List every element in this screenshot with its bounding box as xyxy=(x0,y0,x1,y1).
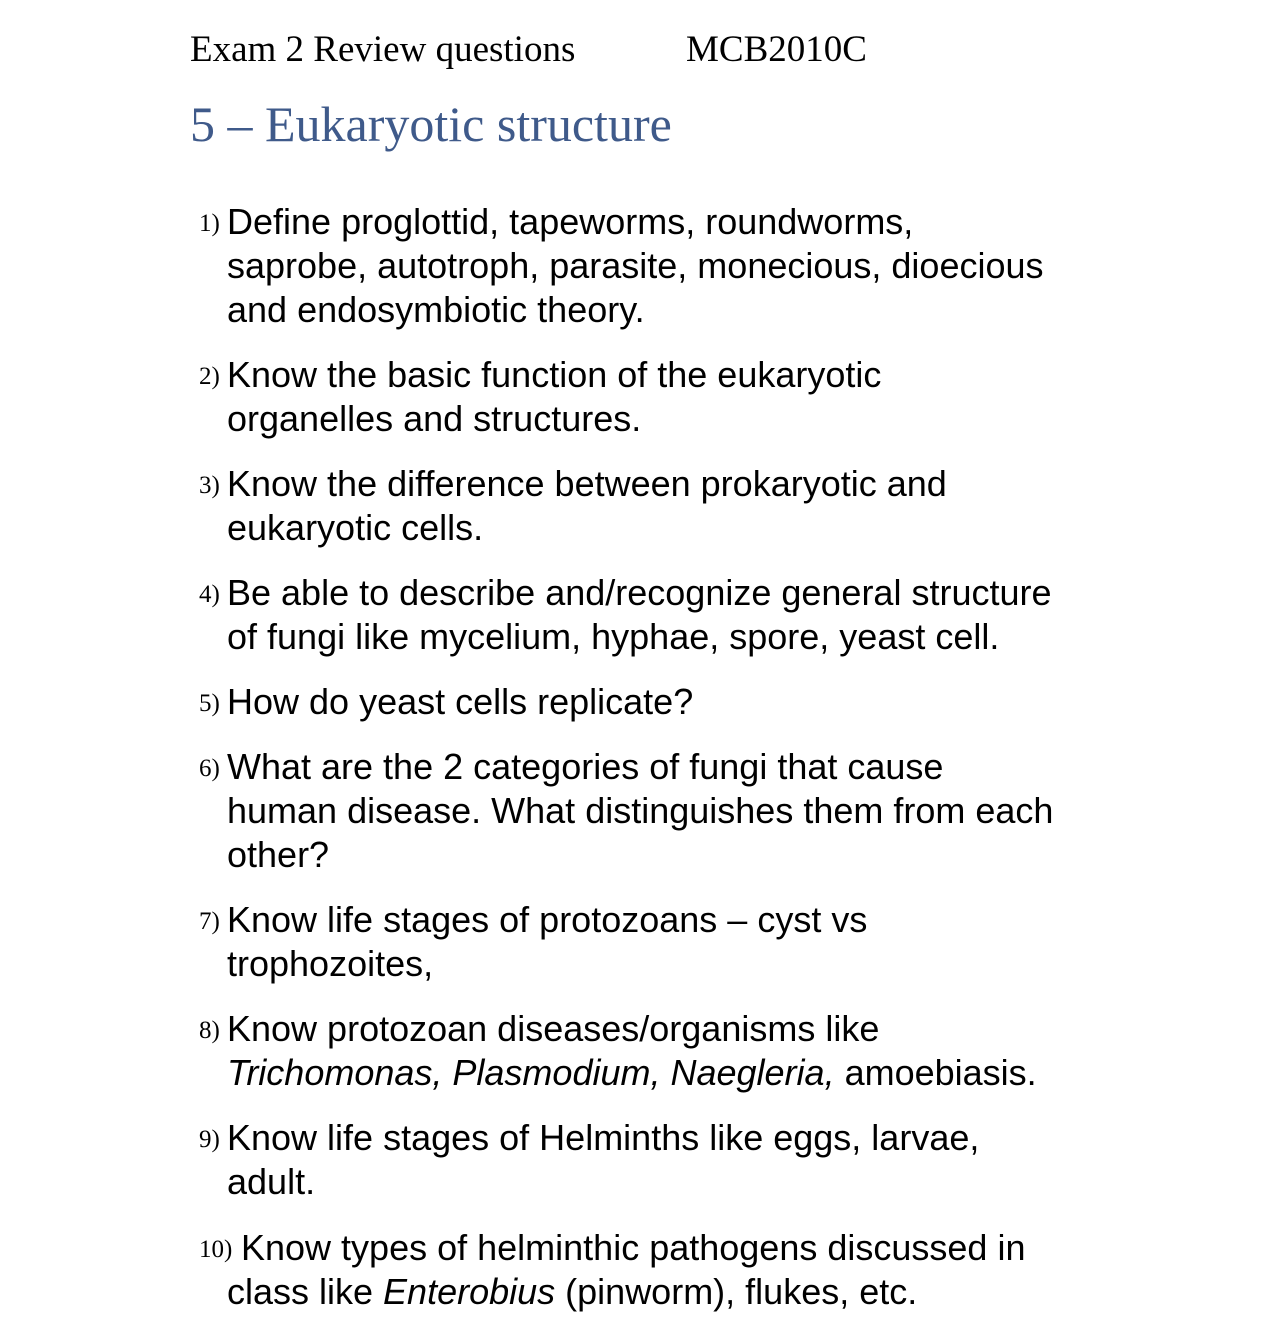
course-code: MCB2010C xyxy=(686,29,867,70)
question-text-line: Know the difference between prokaryotic and xyxy=(227,463,947,504)
question-number: 9) xyxy=(199,1126,220,1153)
question-text-line: What are the 2 categories of fungi that cause xyxy=(227,746,944,787)
question-number: 3) xyxy=(199,472,220,499)
question-text-line: other? xyxy=(227,834,330,875)
question-item xyxy=(199,1116,1127,1204)
question-item xyxy=(199,898,1127,986)
question-item xyxy=(199,462,1127,550)
question-text-line: organelles and structures. xyxy=(227,398,642,439)
question-text-end: amoebiasis. xyxy=(834,1052,1037,1093)
question-item xyxy=(199,571,1127,659)
organism-names: Trichomonas, Plasmodium, Naegleria, xyxy=(227,1052,835,1093)
question-item xyxy=(199,745,1127,877)
question-text-line: saprobe, autotroph, parasite, monecious, dioecious xyxy=(227,245,1044,286)
question-number: 5) xyxy=(199,690,220,717)
question-text-line xyxy=(227,1051,1127,1095)
question-text-line: Know protozoan diseases/organisms like xyxy=(227,1008,880,1049)
question-number: 4) xyxy=(199,581,220,608)
question-text-start: class like xyxy=(227,1271,384,1312)
question-item xyxy=(199,680,1127,724)
question-text-line: trophozoites, xyxy=(227,943,434,984)
question-text-line: eukaryotic cells. xyxy=(227,507,484,548)
organism-name: Enterobius xyxy=(383,1271,556,1312)
question-text-line: of fungi like mycelium, hyphae, spore, yeast cell. xyxy=(227,616,1000,657)
document-title: Exam 2 Review questions xyxy=(190,29,576,70)
question-number: 1) xyxy=(199,210,220,237)
question-item xyxy=(199,1226,1127,1314)
question-number: 7) xyxy=(199,908,220,935)
question-number: 6) xyxy=(199,755,220,782)
question-number: 10) xyxy=(199,1236,233,1263)
question-text-line: Know the basic function of the eukaryotic xyxy=(227,354,882,395)
question-text-line: human disease. What distinguishes them from each xyxy=(227,790,1054,831)
question-text-line: Know types of helminthic pathogens discussed in xyxy=(241,1227,1026,1268)
question-item xyxy=(199,200,1127,332)
question-item xyxy=(199,1007,1127,1095)
question-text-line: and endosymbiotic theory. xyxy=(227,289,645,330)
section-title: 5 – Eukaryotic structure xyxy=(190,96,672,152)
question-text-line: Define proglottid, tapeworms, roundworms, xyxy=(227,201,914,242)
question-text-end: (pinworm), flukes, etc. xyxy=(555,1271,918,1312)
question-number: 8) xyxy=(199,1017,220,1044)
question-item xyxy=(199,353,1127,441)
document-header xyxy=(190,28,867,71)
question-text-line: adult. xyxy=(227,1161,316,1202)
question-number: 2) xyxy=(199,363,220,390)
question-text-line: Know life stages of Helminths like eggs, larvae, xyxy=(227,1117,980,1158)
question-text-line: How do yeast cells replicate? xyxy=(227,681,694,722)
question-text-line: Be able to describe and/recognize general structure xyxy=(227,572,1052,613)
question-text-line xyxy=(227,1270,1127,1314)
question-text-line: Know life stages of protozoans – cyst vs xyxy=(227,899,868,940)
